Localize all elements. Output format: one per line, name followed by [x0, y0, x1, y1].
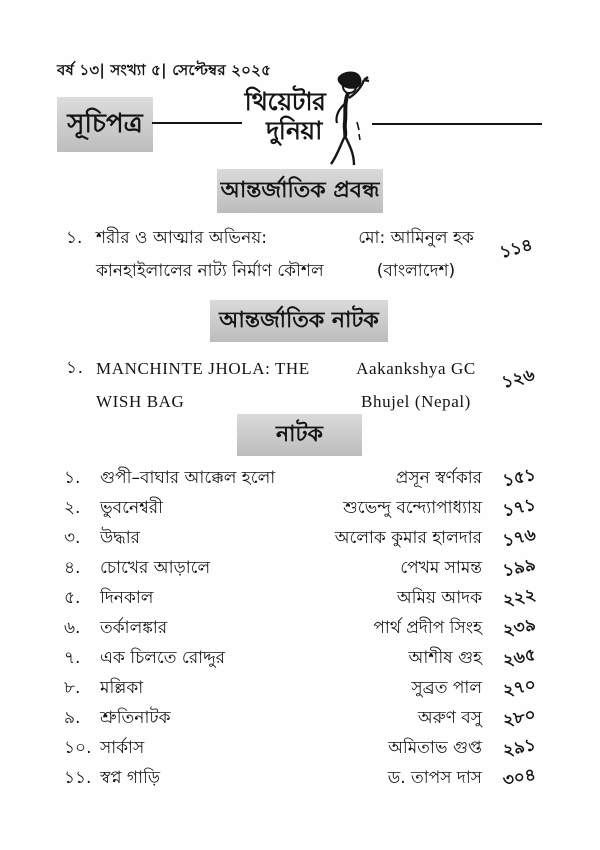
item-page-number-text: ২৬৫ [500, 644, 538, 672]
item-title-line1: MANCHINTE JHOLA: THE [96, 359, 310, 378]
item-page-number-text: ২৮০ [500, 704, 538, 732]
item-number: ১০. [64, 738, 92, 758]
item-title: শ্রুতিনাটক [100, 708, 171, 728]
item-page-number-text: ৩০৪ [500, 764, 538, 792]
item-number: ৮. [64, 678, 81, 698]
section-header-international-drama [210, 300, 388, 342]
section-title: নাটক [276, 421, 323, 447]
item-author: অরুণ বসু [417, 708, 482, 728]
item-author: অমিয় আদক [396, 588, 482, 608]
toc-label-box [57, 97, 153, 152]
item-author: আশীষ গুহ [408, 648, 482, 668]
header-rule-right [372, 123, 542, 125]
item-number: ১. [66, 228, 83, 248]
item-title: ভুবনেশ্বরী [100, 498, 164, 518]
list-item [64, 614, 536, 644]
toc-item-international-drama [66, 352, 496, 418]
item-title: তর্কালঙ্কার [100, 618, 168, 638]
item-title [96, 222, 336, 288]
item-number: ৫. [64, 588, 81, 608]
issue-line: বর্ষ ১৩| সংখ্যা ৫| সেপ্টেম্বর ২০২৫ [57, 61, 271, 79]
item-page-number [482, 615, 536, 643]
logo-line1: থিয়েটার [244, 87, 326, 116]
section-title: আন্তর্জাতিক নাটক [219, 307, 379, 333]
item-number: ৯. [64, 708, 81, 728]
item-author: পার্থ প্রদীপ সিংহ [373, 618, 482, 638]
item-number: ৭. [64, 648, 81, 668]
item-author-line2: (বাংলাদেশ) [376, 261, 456, 281]
item-title-line1: শরীর ও আত্মার অভিনয়: [96, 228, 267, 248]
item-page-number-text: ২৩৯ [500, 614, 538, 642]
item-number: ৩. [64, 528, 81, 548]
item-number: ১১. [64, 768, 92, 788]
item-author [336, 222, 496, 288]
item-page-number [482, 675, 536, 703]
item-title: উদ্ধার [100, 528, 140, 548]
list-item [64, 764, 536, 794]
item-page-number [482, 765, 536, 793]
item-title: এক চিলতে রোদ্দুর [100, 648, 226, 668]
item-author [336, 352, 496, 418]
list-item [64, 674, 536, 704]
item-title: দিনকাল [100, 588, 154, 608]
item-title: সার্কাস [100, 738, 145, 758]
actor-figure-icon [321, 70, 373, 168]
item-page-number-text: ১৭১ [500, 494, 538, 522]
item-title: মল্লিকা [100, 678, 144, 698]
item-page-number: ১২৬ [499, 365, 537, 393]
item-title [96, 352, 336, 418]
logo-line2: দুনিয়া [266, 116, 322, 145]
section-header-international-essay [217, 169, 383, 213]
item-page-number-text: ১৫১ [500, 464, 538, 492]
list-item [64, 524, 536, 554]
item-number: ৪. [64, 558, 81, 578]
item-author-line1: মো: আমিনুল হক [358, 228, 474, 248]
drama-list [64, 464, 536, 794]
item-title: চোখের আড়ালে [100, 558, 211, 578]
item-page-number [482, 525, 536, 553]
item-page-number-text: ২২২ [500, 584, 538, 612]
item-page-number [482, 495, 536, 523]
list-item [64, 494, 536, 524]
item-title: গুপী–বাঘার আক্কেল হলো [100, 468, 276, 488]
item-number: ১. [66, 358, 84, 378]
item-title: স্বপ্ন গাড়ি [100, 768, 161, 788]
list-item [64, 704, 536, 734]
item-title-line2: কানহাইলালের নাট্য নির্মাণ কৌশল [96, 261, 324, 281]
list-item [64, 464, 536, 494]
item-number: ৬. [64, 618, 81, 638]
toc-label: সূচিপত্র [67, 108, 143, 139]
section-title: আন্তর্জাতিক প্রবন্ধ [220, 177, 380, 203]
item-page-number-text: ১৯৯ [500, 554, 538, 582]
item-title-line2: WISH BAG [96, 392, 185, 411]
item-author: সুব্রত পাল [411, 678, 482, 698]
item-page-number [482, 585, 536, 613]
item-page-number [482, 705, 536, 733]
toc-item-essay [66, 222, 496, 288]
item-page-number-text: ১৭৬ [500, 524, 538, 552]
item-page-number [482, 645, 536, 673]
item-page-number [482, 465, 536, 493]
item-page-number: ১১৪ [497, 235, 535, 263]
item-page-number-text: ২৭০ [500, 674, 538, 702]
item-author: পেখম সামন্ত [400, 558, 482, 578]
magazine-logo [238, 86, 332, 147]
list-item [64, 644, 536, 674]
list-item [64, 584, 536, 614]
item-page-number [482, 735, 536, 763]
item-author: শুভেন্দু বন্দ্যোপাধ্যায় [343, 498, 482, 518]
item-author: অলোক কুমার হালদার [334, 528, 482, 548]
list-item [64, 554, 536, 584]
header-rule-left [152, 122, 242, 124]
section-header-drama [237, 414, 362, 456]
item-author: ড. তাপস দাস [387, 768, 482, 788]
item-author: প্রসূন স্বর্ণকার [395, 468, 482, 488]
list-item [64, 734, 536, 764]
item-page-number-text: ২৯১ [500, 734, 538, 762]
item-page-number [482, 555, 536, 583]
item-number: ২. [64, 498, 81, 518]
item-author: অমিতাভ গুপ্ত [388, 738, 482, 758]
item-author-line2: Bhujel (Nepal) [361, 392, 471, 411]
item-number: ১. [64, 468, 81, 488]
item-author-line1: Aakankshya GC [356, 359, 476, 378]
